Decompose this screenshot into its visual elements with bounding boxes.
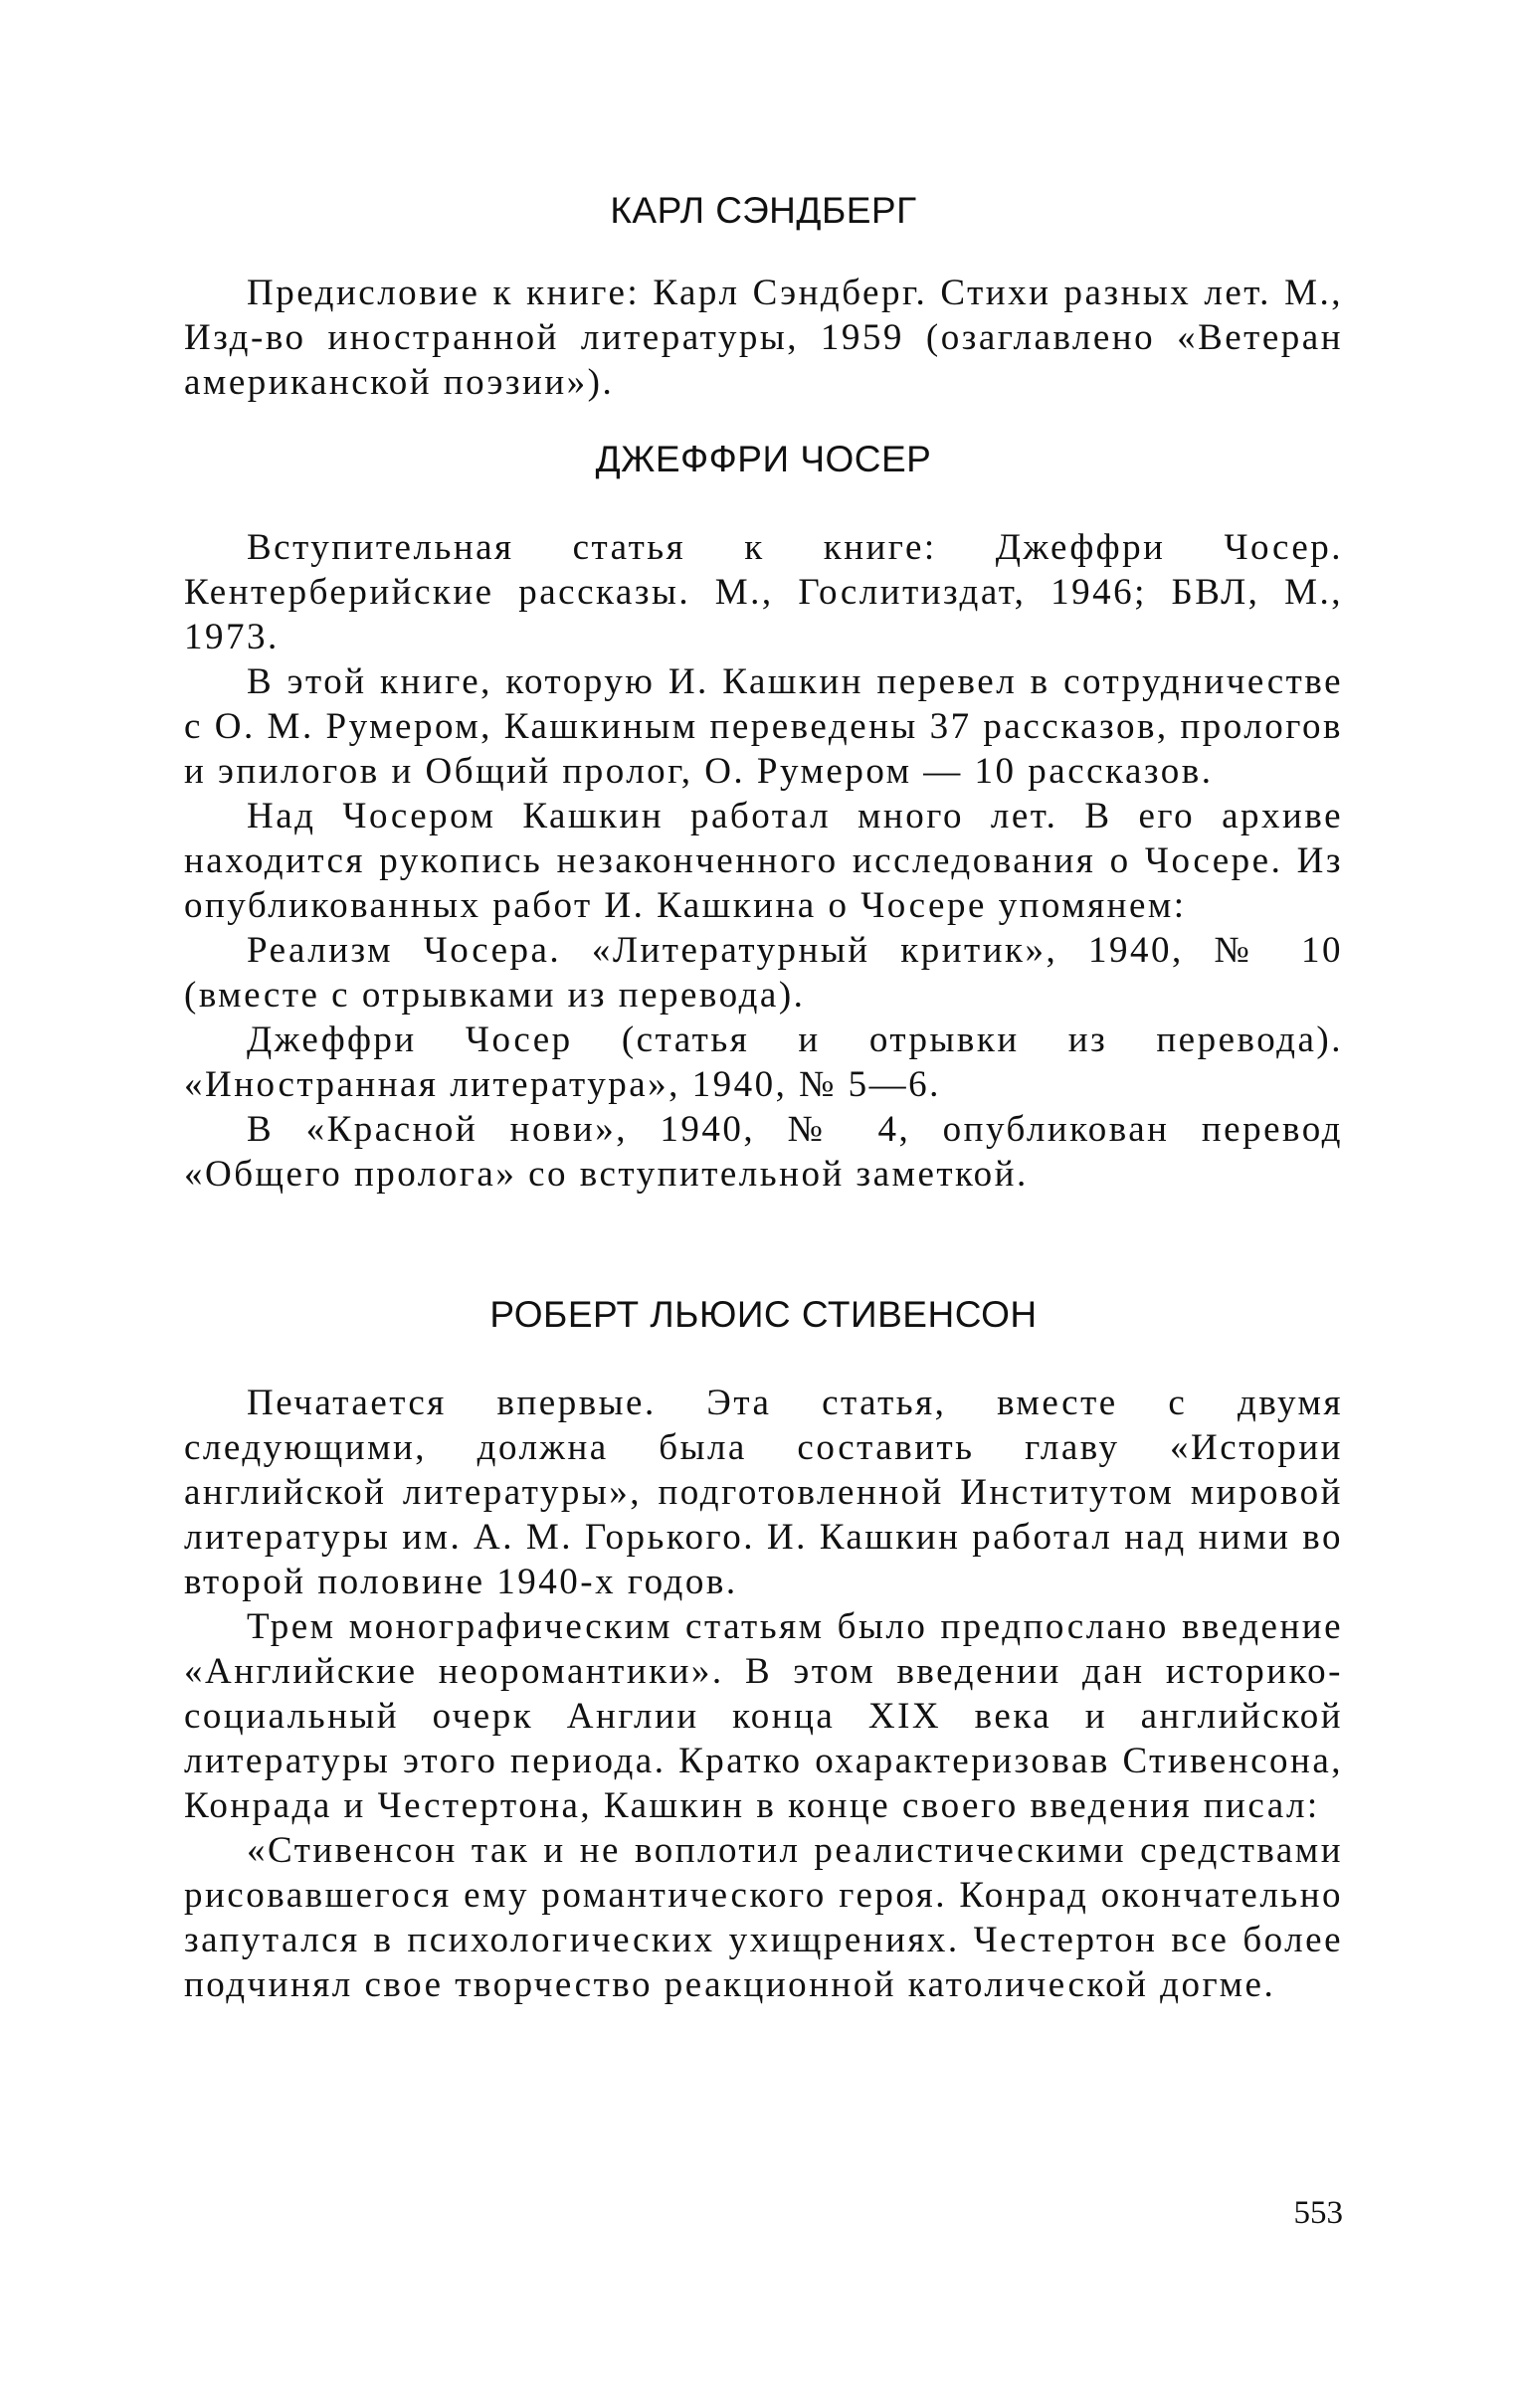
paragraph: Печатается впервые. Эта статья, вместе с двумя следующими, должна была составить главу «Истории английской литературы», подготовленной Институтом мировой литературы им. А. М. Горького. И. Кашкин работал над ними во второй половине 1940-х годов.	[184, 1383, 1343, 1602]
page-number: 553	[1293, 2195, 1343, 2231]
section-heading-sandburg: КАРЛ СЭНДБЕРГ	[610, 190, 917, 231]
paragraph: В «Красной нови», 1940, № 4, опубликован перевод «Общего пролога» со вступительной заметкой.	[184, 1109, 1343, 1195]
paragraph: Трем монографическим статьям было предпослано введение «Английские неоромантики». В этом введении дан историко-социальный очерк Англии конца XIX века и английской литературы этого периода. Кратко охарактеризовав Стивенсона, Конрада и Честертона, Кашкин в конце своего введения писал:	[184, 1606, 1343, 1826]
section-body-chaucer	[184, 525, 1343, 1197]
section-heading-stevenson: РОБЕРТ ЛЬЮИС СТИВЕНСОН	[489, 1294, 1038, 1335]
paragraph: Джеффри Чосер (статья и отрывки из перевода). «Иностранная литература», 1940, № 5—6.	[184, 1019, 1343, 1105]
paragraph: В этой книге, которую И. Кашкин перевел в сотрудничестве с О. М. Румером, Кашкиным переведены 37 рассказов, прологов и эпилогов и Общий пролог, О. Румером — 10 рассказов.	[184, 661, 1343, 792]
section-body-sandburg	[184, 271, 1343, 405]
paragraph: Над Чосером Кашкин работал много лет. В его архиве находится рукопись незаконченного исследования о Чосере. Из опубликованных работ И. Кашкина о Чосере упомянем:	[184, 796, 1343, 926]
paragraph: Предисловие к книге: Карл Сэндберг. Стихи разных лет. М., Изд-во иностранной литературы, 1959 (озаглавлено «Ветеран американской поэзии»).	[184, 273, 1343, 403]
paragraph: «Стивенсон так и не воплотил реалистическими средствами рисовавшегося ему романтического героя. Конрад окончательно запутался в психологических ухищрениях. Честертон все более подчинял свое творчество реакционной католической догме.	[184, 1830, 1343, 2005]
paragraph: Вступительная статья к книге: Джеффри Чосер. Кентерберийские рассказы. М., Гослитиздат, 1946; БВЛ, М., 1973.	[184, 527, 1343, 657]
paragraph: Реализм Чосера. «Литературный критик», 1940, № 10 (вместе с отрывками из перевода).	[184, 930, 1343, 1016]
section-heading-chaucer: ДЖЕФФРИ ЧОСЕР	[595, 439, 932, 479]
section-body-stevenson	[184, 1381, 1343, 2007]
